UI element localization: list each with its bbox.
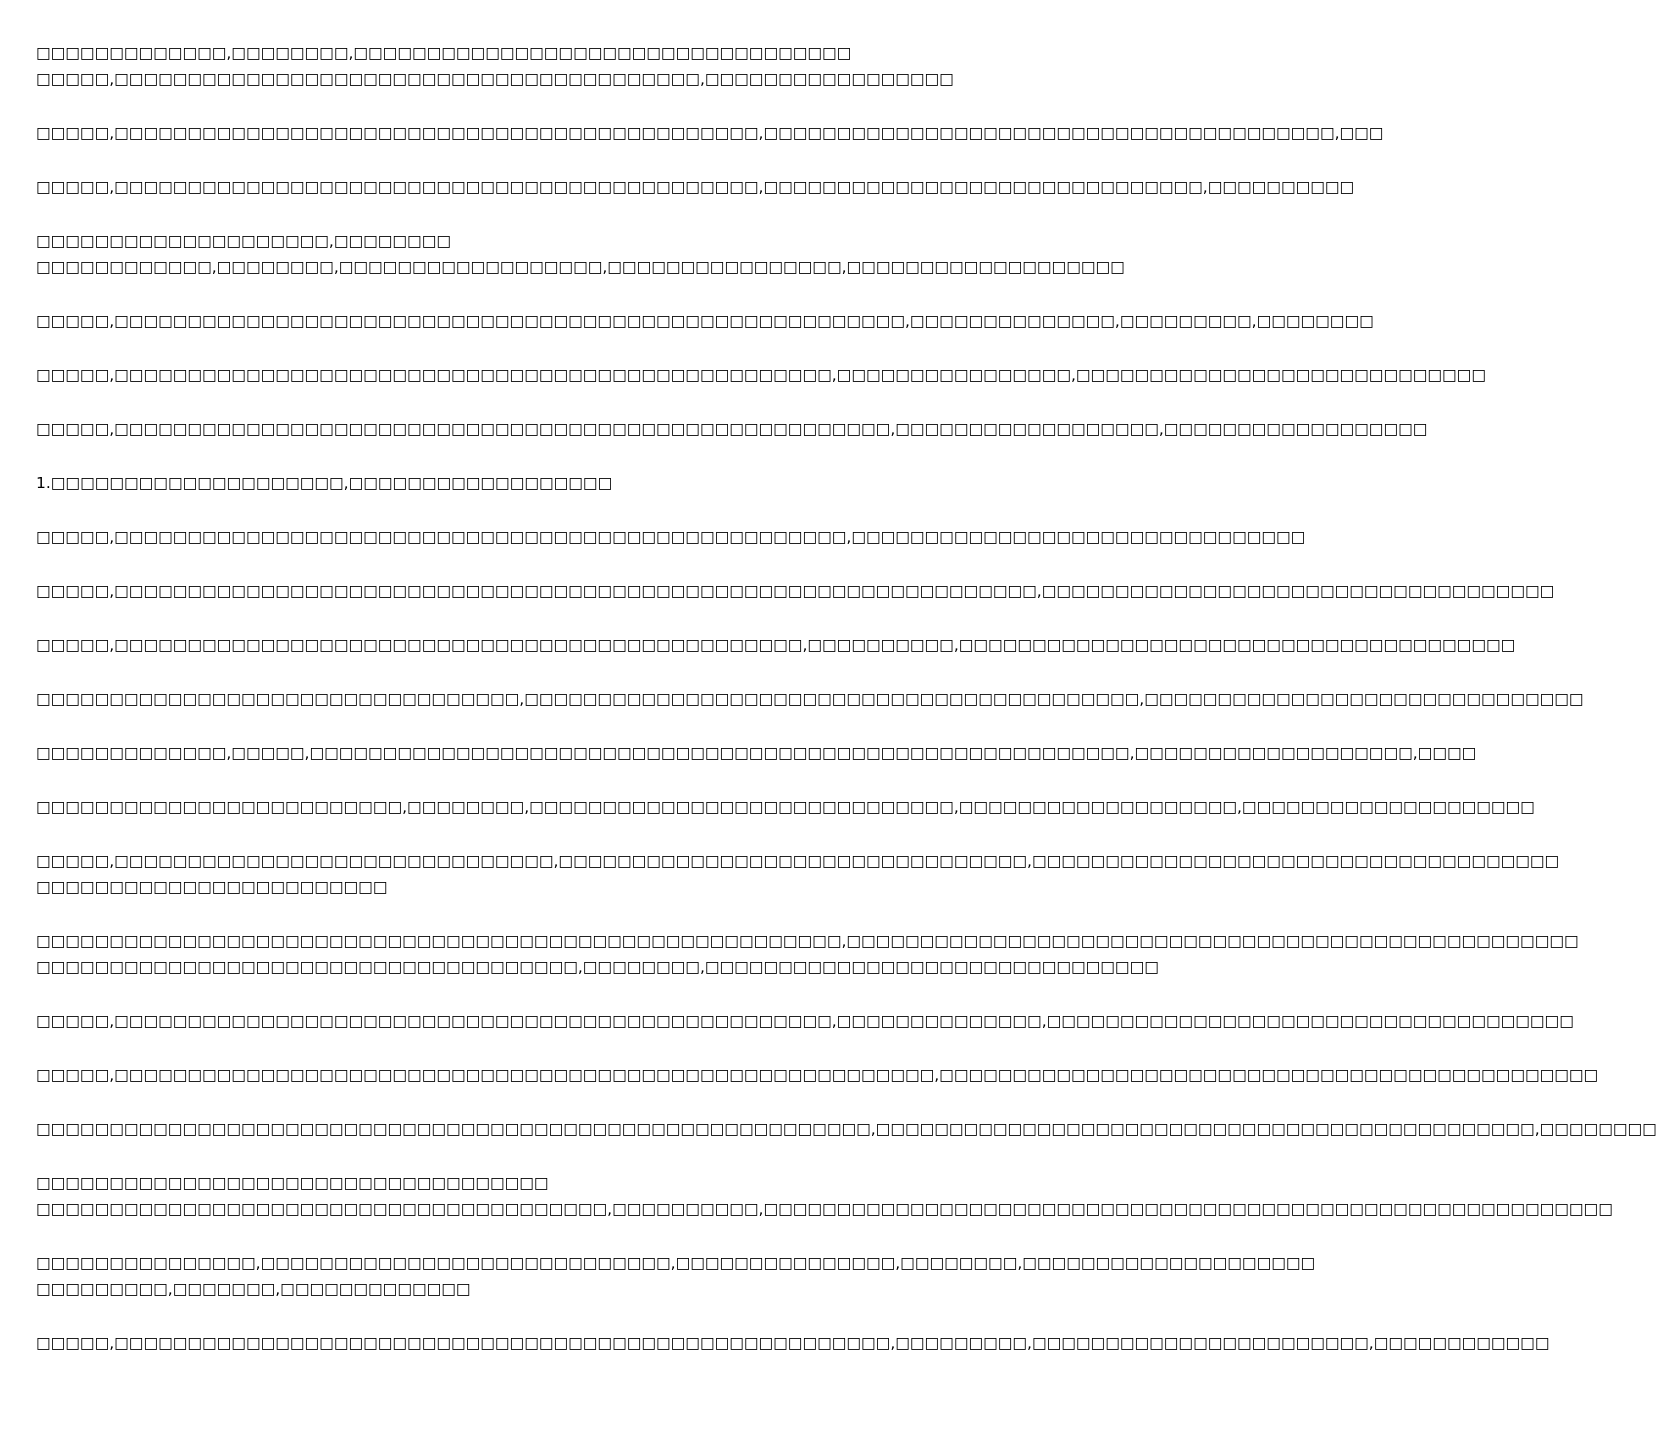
paragraph	[36, 174, 1355, 200]
paragraph	[36, 848, 1560, 900]
paragraph	[36, 1062, 1599, 1088]
paragraph	[36, 40, 990, 92]
text-line: □□□□□□□□□□□□□□□□□□□□□□□□□□□□□□□□□□□□□□□□□□□□□□□□□□□□□□□,□□□□□□□□□□□□□□□□□□□□□□□□□□□□□□□□□□□□□□□□□□□□□□□□□□	[36, 932, 1579, 950]
text-line: □□□□□□□□□□□□,□□□□□□□□,□□□□□□□□□□□□□□□□□□,□□□□□□□□□□□□□□□□,□□□□□□□□□□□□□□□□□□□	[36, 258, 1125, 276]
paragraph	[36, 308, 1374, 334]
paragraph	[36, 524, 1306, 550]
paragraph	[36, 632, 1516, 658]
text-line: □□□□□,□□□□□□□□□□□□□□□□□□□□□□□□□□□□□□□□□□□□□□□□□□□□□□□□□,□□□□□□□□□□□□□□,□□□□□□□□□□□□□□□□□□□□□□□□□□□□□□□□□□□□	[36, 1012, 1574, 1030]
document-body	[36, 40, 1657, 1384]
paragraph	[36, 1250, 1316, 1302]
text-line: □□□□□,□□□□□□□□□□□□□□□□□□□□□□□□□□□□□□□□□□□□□□□□□□□□□□□□□□□□□□,□□□□□□□□□□□□□□,□□□□□□□□□,□□□□□□□□	[36, 312, 1374, 330]
text-line: □□□□□,□□□□□□□□□□□□□□□□□□□□□□□□□□□□□□□□□□□□□□□□□□□□□□□□□□□□□□□□□□□□□□□,□□□□□□□□□□□□□□□□□□□□□□□□□□□□□□□□□□□	[36, 582, 1555, 600]
text-line: □□□□□□□□□□□□□□□□□□□□□□□□□□□□□□□□□,□□□□□□□□□□□□□□□□□□□□□□□□□□□□□□□□□□□□□□□□□□,□□□□□□□□□□□□□□□□□□□□□□□□□□□□□□	[36, 690, 1584, 708]
text-line: □□□□□,□□□□□□□□□□□□□□□□□□□□□□□□□□□□□□□□□□□□□□□□□□□□□□□□□,□□□□□□□□□□□□□□□□,□□□□□□□□□□□□□□□□□□□□□□□□□□□□	[36, 366, 1486, 384]
text-line: □□□□□,□□□□□□□□□□□□□□□□□□□□□□□□□□□□□□□□□□□□□□□□□□□□□□□□□□□□□□□□,□□□□□□□□□□□□□□□□□□□□□□□□□□□□□□□□□□□□□□□□□□□□□	[36, 1066, 1599, 1084]
text-line: □□□□□□□□□,□□□□□□□,□□□□□□□□□□□□□	[36, 1280, 471, 1298]
text-line: □□□□□□□□□□□□□□□□□□□□,□□□□□□□□	[36, 232, 451, 250]
paragraph	[36, 470, 990, 496]
paragraph	[36, 362, 1486, 388]
text-line: □□□□□□□□□□□□□□□□□□□□□□□□□,□□□□□□□□,□□□□□□□□□□□□□□□□□□□□□□□□□□□□□,□□□□□□□□□□□□□□□□□□□,□□□□□□□□□□□□□□□□□□□□	[36, 798, 1535, 816]
paragraph	[36, 228, 1125, 280]
paragraph	[36, 1330, 1550, 1356]
text-line: □□□□□□□□□□□□□,□□□□□,□□□□□□□□□□□□□□□□□□□□□□□□□□□□□□□□□□□□□□□□□□□□□□□□□□□□□□□□,□□□□□□□□□□□□□□□□□□□,□□□□	[36, 744, 1477, 762]
paragraph	[36, 740, 1477, 766]
text-line: □□□□□,□□□□□□□□□□□□□□□□□□□□□□□□□□□□□□□□□□□□□□□□□□□□,□□□□□□□□□□□□□□□□□□□□□□□□□□□□□□,□□□□□□□□□□	[36, 178, 1355, 196]
paragraph	[36, 416, 1428, 442]
paragraph	[36, 1170, 1613, 1222]
text-line: □□□□□□□□□□□□□□□□□□□□□□□□□□□□□□□□□□□□□□□,□□□□□□□□□□,□□□□□□□□□□□□□□□□□□□□□□□□□□□□□□□□□□□□□□□□□□□□□□□□□□□□□□□□□□	[36, 1200, 1613, 1218]
paragraph	[36, 578, 1555, 604]
text-line: □□□□□□□□□□□□□□□□□□□□□□□□□□□□□□□□□□□	[36, 1174, 549, 1192]
text-line: □□□□□,□□□□□□□□□□□□□□□□□□□□□□□□□□□□□□□□□□□□□□□□,□□□□□□□□□□□□□□□□□	[36, 70, 954, 88]
text-line: □□□□□□□□□□□□□□□□□□□□□□□□	[36, 878, 388, 896]
text-line: □□□□□,□□□□□□□□□□□□□□□□□□□□□□□□□□□□□□□□□□□□□□□□□□□□□□□□□□□□□,□□□□□□□□□□□□□□□□□□,□□□□□□□□□□□□□□□□□□	[36, 420, 1428, 438]
text-line: □□□□□,□□□□□□□□□□□□□□□□□□□□□□□□□□□□□□□□□□□□□□□□□□□□□□□□□□,□□□□□□□□□□□□□□□□□□□□□□□□□□□□□□□	[36, 528, 1306, 546]
text-line: □□□□□,□□□□□□□□□□□□□□□□□□□□□□□□□□□□□□□□□□□□□□□□□□□□□□□,□□□□□□□□□□,□□□□□□□□□□□□□□□□□□□□□□□□□□□□□□□□□□□□□□	[36, 636, 1516, 654]
paragraph	[36, 1008, 1574, 1034]
text-line: 1.□□□□□□□□□□□□□□□□□□□□,□□□□□□□□□□□□□□□□□□	[36, 474, 613, 492]
text-line: □□□□□,□□□□□□□□□□□□□□□□□□□□□□□□□□□□□□□□□□□□□□□□□□□□□□□□□□□□□,□□□□□□□□□,□□□□□□□□□□□□□□□□□□□□□□□,□□□□□□□□□□□□	[36, 1334, 1550, 1352]
paragraph	[36, 1116, 1657, 1142]
text-line: □□□□□,□□□□□□□□□□□□□□□□□□□□□□□□□□□□□□,□□□□□□□□□□□□□□□□□□□□□□□□□□□□□□□□,□□□□□□□□□□□□□□□□□□□□□□□□□□□□□□□□□□□□	[36, 852, 1560, 870]
paragraph	[36, 928, 1579, 980]
paragraph	[36, 686, 1584, 712]
paragraph	[36, 120, 1384, 146]
text-line: □□□□□□□□□□□□□,□□□□□□□□,□□□□□□□□□□□□□□□□□□□□□□□□□□□□□□□□□□	[36, 44, 852, 62]
paragraph	[36, 794, 1535, 820]
text-line: □□□□□□□□□□□□□□□,□□□□□□□□□□□□□□□□□□□□□□□□□□□□,□□□□□□□□□□□□□□□,□□□□□□□□,□□□□□□□□□□□□□□□□□□□□	[36, 1254, 1316, 1272]
text-line: □□□□□□□□□□□□□□□□□□□□□□□□□□□□□□□□□□□□□,□□□□□□□□,□□□□□□□□□□□□□□□□□□□□□□□□□□□□□□□	[36, 958, 1159, 976]
text-line: □□□□□□□□□□□□□□□□□□□□□□□□□□□□□□□□□□□□□□□□□□□□□□□□□□□□□□□□□,□□□□□□□□□□□□□□□□□□□□□□□□□□□□□□□□□□□□□□□□□□□□□,□□□□□□□□	[36, 1120, 1657, 1138]
text-line: □□□□□,□□□□□□□□□□□□□□□□□□□□□□□□□□□□□□□□□□□□□□□□□□□□,□□□□□□□□□□□□□□□□□□□□□□□□□□□□□□□□□□□□□□□,□□□	[36, 124, 1384, 142]
